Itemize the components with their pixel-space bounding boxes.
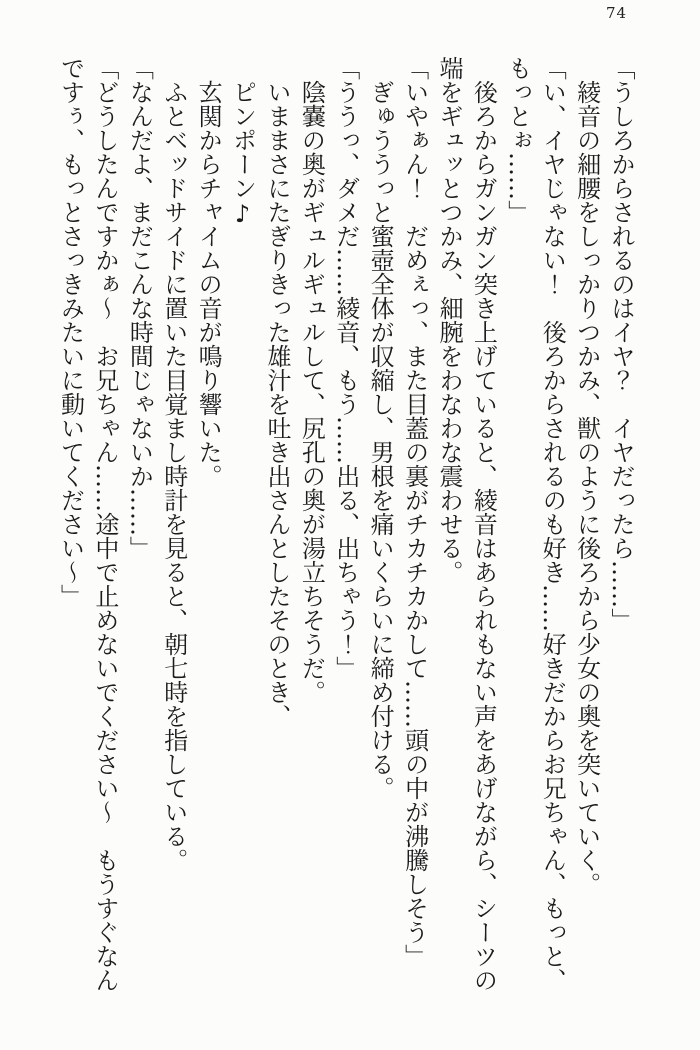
- paragraph-08-narration: 陰嚢の奥がギュルギュルして、尻孔の奥が湯立ちそうだ。: [297, 80, 326, 704]
- paragraph-09-narration: いままさにたぎりきった雄汁を吐き出さんとしたそのとき、: [262, 80, 291, 728]
- page-number: 74: [606, 4, 628, 22]
- paragraph-04-narration: 後ろからガンガン突き上げていると、綾音はあられもない声をあげながら、シーツの端をギュッとつかみ、細腕をわなわな震わせる。: [434, 56, 498, 992]
- paragraph-13-dialogue: 「なんだよ、まだこんな時間じゃないか……」: [125, 56, 154, 560]
- paragraph-06-narration: ぎゅううっと蜜壺全体が収縮し、男根を痛いくらいに締め付ける。: [366, 80, 395, 800]
- paragraph-07-dialogue: 「ううっ、ダメだ……綾音、もう……出る、出ちゃう！」: [331, 56, 360, 680]
- paragraph-02-narration: 綾音の細腰をしっかりつかみ、獣のように後ろから少女の奥を突いていく。: [572, 80, 601, 896]
- paragraph-12-narration: ふとベッドサイドに置いた目覚まし時計を見ると、朝七時を指している。: [159, 80, 188, 872]
- paragraph-14-dialogue: 「どうしたんですかぁ〜 お兄ちゃん……途中で止めないでください〜 もうすぐなんですぅ、もっとさっきみたいに動いてください〜」: [56, 56, 119, 992]
- paragraph-05-dialogue: 「いやぁん！ だめぇっ、また目蓋の裏がチカチカかして……頭の中が沸騰しそう」: [400, 56, 429, 968]
- paragraph-10-sound-effect: ピンポーン♪: [228, 80, 257, 228]
- page-text-body: [50, 56, 638, 1008]
- paragraph-01-dialogue: 「うしろからされるのはイヤ？ イヤだったら……」: [607, 56, 635, 632]
- paragraph-03-dialogue: 「い、イヤじゃない！ 後ろからされるのも好き……好きだからお兄ちゃん、もっと、もっとぉ……」: [503, 56, 567, 992]
- paragraph-11-narration: 玄関からチャイムの音が鳴り響いた。: [194, 80, 223, 488]
